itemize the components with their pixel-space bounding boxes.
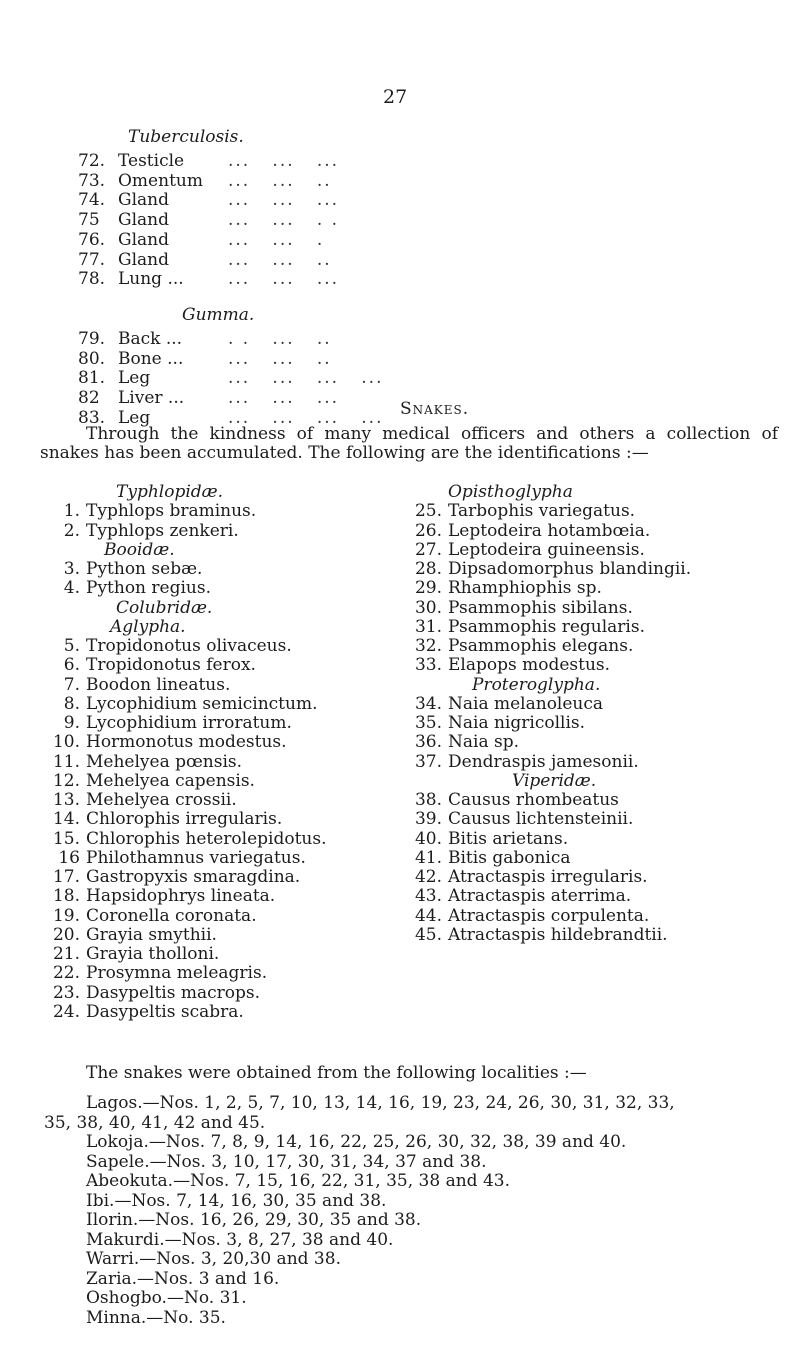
tuberculosis-number: 78. — [78, 269, 106, 290]
tuberculosis-leader-dots: ... ... .. — [228, 170, 332, 191]
snake-name: Chlorophis heterolepidotus. — [86, 828, 327, 849]
tuberculosis-leader-dots: ... ... .. — [228, 249, 332, 270]
snake-number: 45. — [414, 924, 442, 945]
snake-number: 37. — [414, 751, 442, 772]
tuberculosis-number: 76. — [78, 229, 106, 250]
page-number: 27 — [383, 86, 408, 108]
gumma-label: Leg — [118, 368, 151, 389]
snake-name: Lycophidium irroratum. — [86, 713, 292, 733]
gumma-row — [78, 367, 151, 389]
snake-number: 7. — [63, 674, 80, 695]
gumma-number: 80. — [78, 348, 106, 369]
snake-name: Atractaspis corpulenta. — [448, 905, 650, 926]
tuberculosis-leader-dots: ... ... . — [228, 229, 325, 250]
locality-line: Oshogbo.—No. 31. — [86, 1288, 247, 1308]
gumma-number: 82 — [78, 388, 100, 409]
family-heading: Colubridæ. — [116, 597, 213, 618]
tuberculosis-heading: Tuberculosis. — [128, 127, 244, 147]
tuberculosis-row — [78, 189, 169, 211]
tuberculosis-label: Gland — [118, 229, 169, 250]
snake-number: 41. — [414, 847, 442, 868]
tuberculosis-label: Testicle — [118, 151, 185, 171]
tuberculosis-label: Lung ... — [118, 269, 184, 290]
snake-name: Grayia tholloni. — [86, 944, 220, 964]
locality-line: Abeokuta.—Nos. 7, 15, 16, 22, 31, 35, 38 and 43. — [86, 1171, 510, 1191]
family-heading: Booidæ. — [104, 539, 175, 560]
snake-name: Elapops modestus. — [448, 655, 611, 676]
tuberculosis-number: 75 — [78, 210, 100, 231]
locality-line: Zaria.—Nos. 3 and 16. — [86, 1268, 280, 1289]
gumma-label: Leg — [118, 407, 151, 428]
gumma-row — [78, 328, 183, 350]
snake-name: Python sebæ. — [86, 559, 203, 579]
snake-name: Bitis arietans. — [448, 828, 569, 849]
snake-number: 14. — [52, 809, 80, 830]
snake-number: 5. — [63, 636, 80, 656]
snake-number: 44. — [414, 905, 442, 926]
snake-name: Naia sp. — [448, 732, 519, 753]
tuberculosis-leader-dots: ... ... ... — [228, 151, 340, 171]
snake-name: Causus lichtensteinii. — [448, 809, 634, 830]
snake-name: Dasypeltis scabra. — [86, 1001, 244, 1022]
snake-number: 30. — [414, 597, 442, 618]
locality-line: 35, 38, 40, 41, 42 and 45. — [44, 1112, 266, 1133]
snake-number: 29. — [414, 578, 442, 599]
snake-name: Atractaspis hildebrandtii. — [448, 924, 668, 945]
snake-number: 31. — [414, 616, 442, 637]
tuberculosis-leader-dots: ... ... ... — [228, 269, 340, 290]
snake-name: Mehelyea pœnsis. — [86, 751, 243, 772]
snakes-intro-text: Through the kindness of many medical officers and others a collection of snakes has been accumulated. The following are the identifications :— — [40, 424, 778, 463]
gumma-label: Liver ... — [118, 388, 185, 409]
snake-number: 11. — [52, 751, 80, 772]
gumma-leader-dots: ... ... ... — [228, 388, 340, 409]
snake-number: 13. — [52, 790, 80, 810]
gumma-heading: Gumma. — [182, 305, 255, 325]
snake-number: 36. — [414, 732, 442, 753]
locality-line: Sapele.—Nos. 3, 10, 17, 30, 31, 34, 37 and 38. — [86, 1151, 487, 1172]
snake-name: Hormonotus modestus. — [86, 732, 287, 753]
snakes-title: Snakes. — [400, 399, 470, 419]
locality-line: Ilorin.—Nos. 16, 26, 29, 30, 35 and 38. — [86, 1210, 422, 1230]
snake-number: 33. — [414, 655, 442, 676]
locality-line: Lagos.—Nos. 1, 2, 5, 7, 10, 13, 14, 16, 19, 23, 24, 26, 30, 31, 32, 33, — [86, 1093, 675, 1113]
tuberculosis-leader-dots: ... ... ... — [228, 190, 340, 211]
snake-name: Chlorophis irregularis. — [86, 809, 283, 830]
snake-number: 28. — [414, 559, 442, 579]
snake-number: 4. — [63, 578, 80, 599]
snake-name: Gastropyxis smaragdina. — [86, 867, 301, 887]
snake-number: 15. — [52, 828, 80, 849]
snake-name: Lycophidium semicinctum. — [86, 693, 318, 714]
snake-name: Tropidonotus olivaceus. — [86, 636, 292, 656]
snake-name: Dasypeltis macrops. — [86, 982, 261, 1003]
snake-number: 38. — [414, 790, 442, 810]
gumma-label: Bone ... — [118, 348, 184, 369]
snake-name: Psammophis sibilans. — [448, 597, 633, 618]
snake-name: Bitis gabonica — [448, 847, 571, 868]
snake-name: Philothamnus variegatus. — [86, 847, 306, 868]
locality-line: Lokoja.—Nos. 7, 8, 9, 14, 16, 22, 25, 26, 30, 32, 38, 39 and 40. — [86, 1132, 627, 1152]
tuberculosis-row — [78, 170, 203, 192]
tuberculosis-number: 77. — [78, 249, 106, 270]
gumma-leader-dots: ... ... ... ... — [228, 407, 384, 428]
tuberculosis-number: 72. — [78, 151, 106, 171]
snake-number: 10. — [52, 732, 80, 753]
snake-name: Naia melanoleuca — [448, 693, 604, 714]
snake-name: Dendraspis jamesonii. — [448, 751, 639, 772]
snake-number: 35. — [414, 713, 442, 733]
gumma-number: 81. — [78, 368, 106, 389]
tuberculosis-row — [78, 249, 169, 271]
snake-number: 18. — [52, 886, 80, 907]
snake-name: Mehelyea capensis. — [86, 770, 255, 791]
snake-number: 26. — [414, 520, 442, 541]
gumma-number: 83. — [78, 407, 106, 428]
snake-name: Psammophis elegans. — [448, 636, 634, 656]
snake-number: 21. — [52, 944, 80, 964]
snake-number: 16 — [58, 847, 80, 868]
snake-number: 19. — [52, 905, 80, 926]
snake-name: Grayia smythii. — [86, 924, 217, 945]
snake-name: Tropidonotus ferox. — [86, 655, 256, 676]
snake-number: 2. — [63, 520, 80, 541]
snake-number: 6. — [63, 655, 80, 676]
gumma-leader-dots: . . ... .. — [228, 329, 332, 349]
tuberculosis-number: 74. — [78, 190, 106, 211]
snake-number: 3. — [63, 559, 80, 579]
snake-number: 1. — [63, 501, 80, 522]
snake-name: Naia nigricollis. — [448, 713, 586, 733]
snake-number: 9. — [63, 713, 80, 733]
snake-number: 34. — [414, 693, 442, 714]
snake-name: Psammophis regularis. — [448, 616, 645, 637]
tuberculosis-row — [78, 150, 185, 172]
tuberculosis-leader-dots: ... ... . . — [228, 210, 340, 231]
snake-name: Typhlops zenkeri. — [86, 520, 239, 541]
snake-name: Tarbophis variegatus. — [448, 501, 636, 522]
gumma-row — [78, 348, 184, 370]
family-heading: Aglypha. — [110, 616, 186, 637]
gumma-leader-dots: ... ... .. — [228, 348, 332, 369]
tuberculosis-label: Gland — [118, 249, 169, 270]
snake-number: 24. — [52, 1001, 80, 1022]
snake-name: Boodon lineatus. — [86, 674, 231, 695]
tuberculosis-row — [78, 268, 184, 290]
locality-line: Ibi.—Nos. 7, 14, 16, 30, 35 and 38. — [86, 1190, 387, 1211]
snake-number: 39. — [414, 809, 442, 830]
snake-number: 27. — [414, 539, 442, 560]
snake-number: 22. — [52, 963, 80, 984]
snake-number: 23. — [52, 982, 80, 1003]
locality-line: Makurdi.—Nos. 3, 8, 27, 38 and 40. — [86, 1229, 394, 1250]
snake-number: 8. — [63, 693, 80, 714]
gumma-number: 79. — [78, 329, 106, 349]
tuberculosis-row — [78, 209, 169, 231]
family-heading: Viperidæ. — [512, 770, 597, 791]
snake-number: 17. — [52, 867, 80, 887]
snake-name: Leptodeira hotambœia. — [448, 520, 651, 541]
snake-name: Hapsidophrys lineata. — [86, 886, 276, 907]
snake-name: Leptodeira guineensis. — [448, 539, 645, 560]
tuberculosis-number: 73. — [78, 170, 106, 191]
family-heading: Opisthoglypha — [448, 482, 573, 502]
tuberculosis-label: Omentum — [118, 170, 203, 191]
snake-name: Causus rhombeatus — [448, 790, 619, 810]
gumma-leader-dots: ... ... ... ... — [228, 368, 384, 389]
gumma-label: Back ... — [118, 329, 183, 349]
snake-name: Atractaspis aterrima. — [448, 886, 632, 907]
gumma-row — [78, 387, 185, 409]
snake-number: 25. — [414, 501, 442, 522]
snake-name: Coronella coronata. — [86, 905, 257, 926]
locality-line: Warri.—Nos. 3, 20,30 and 38. — [86, 1249, 341, 1269]
snake-name: Python regius. — [86, 578, 211, 599]
snake-number: 20. — [52, 924, 80, 945]
snake-name: Prosymna meleagris. — [86, 963, 268, 984]
snake-number: 42. — [414, 867, 442, 887]
snake-name: Typhlops braminus. — [86, 501, 257, 522]
snake-name: Atractaspis irregularis. — [448, 867, 648, 887]
locality-line: Minna.—No. 35. — [86, 1307, 226, 1328]
tuberculosis-label: Gland — [118, 210, 169, 231]
snake-number: 43. — [414, 886, 442, 907]
family-heading: Typhlopidæ. — [116, 482, 224, 502]
tuberculosis-row — [78, 229, 169, 251]
localities-intro: The snakes were obtained from the following localities :— — [86, 1063, 587, 1083]
snake-name: Rhamphiophis sp. — [448, 578, 602, 599]
snake-name: Dipsadomorphus blandingii. — [448, 559, 692, 579]
snake-number: 12. — [52, 770, 80, 791]
tuberculosis-label: Gland — [118, 190, 169, 211]
snake-name: Mehelyea crossii. — [86, 790, 237, 810]
snakes-intro-paragraph — [40, 425, 778, 463]
snake-number: 40. — [414, 828, 442, 849]
family-heading: Proteroglypha. — [472, 674, 601, 695]
snake-number: 32. — [414, 636, 442, 656]
